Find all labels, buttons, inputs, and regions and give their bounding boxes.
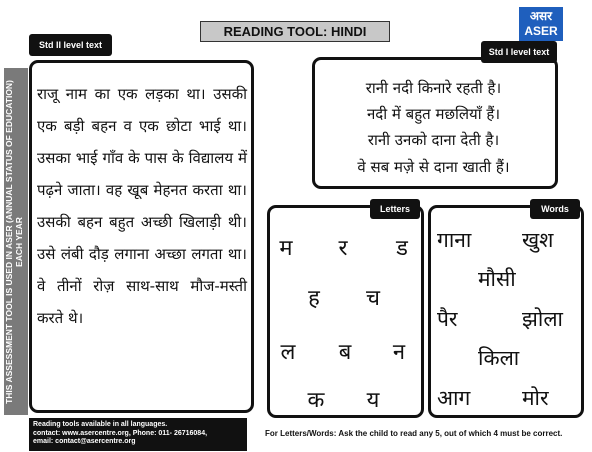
words-tag: Words — [530, 199, 580, 219]
side-banner-text: THIS ASSESSMENT TOOL IS USED IN ASER (ANNUAL STATUS OF EDUCATION) EACH YEAR — [4, 80, 24, 404]
letter-item: ह — [308, 286, 320, 311]
footer-line-3: email: contact@asercentre.org — [33, 438, 136, 445]
word-item: मोर — [522, 386, 549, 410]
word-item: किला — [478, 346, 520, 370]
letter-item: न — [392, 340, 406, 365]
word-item: गाना — [437, 228, 472, 252]
letter-item: च — [366, 286, 380, 311]
footer-line-2: contact: www.asercentre.org, Phone: 011- 26716084, — [33, 429, 208, 437]
contact-footer — [29, 418, 247, 451]
aser-logo: असर ASER — [519, 7, 563, 41]
page-title: READING TOOL: HINDI — [200, 21, 390, 42]
word-item: खुश — [522, 228, 554, 252]
std1-tag: Std I level text — [481, 41, 557, 63]
word-item: पैर — [437, 307, 458, 331]
word-item: आग — [437, 386, 471, 410]
std1-line-3: रानी उनको दाना देती है। — [367, 131, 500, 149]
std2-paragraph: राजू नाम का एक लड़का था। उसकी एक बड़ी बहन व एक छोटा भाई था। उसका भाई गाँव के पास के विद्यालय में पढ़ने जाता। वह खूब मेहनत करता था। उसकी बहन बहुत अच्छी खिलाड़ी थी। उसे लंबी दौड़ लगाना अच्छा लगता था। वे तीनों रोज़ साथ-साथ मौज-मस्ती करते थे। — [37, 85, 247, 327]
std2-tag: Std II level text — [29, 34, 112, 56]
letters-tag: Letters — [370, 199, 420, 219]
std1-line-4: वे सब मज़े से दाना खाती हैं। — [357, 158, 510, 176]
footer-line-1: Reading tools available in all languages. — [33, 421, 168, 428]
std1-line-1: रानी नदी किनारे रहती है। — [365, 79, 502, 97]
word-item: झोला — [522, 307, 563, 331]
std1-line-2: नदी में बहुत मछलियाँ हैं। — [366, 105, 501, 123]
letter-item: ड — [396, 236, 408, 261]
letter-item: म — [279, 236, 293, 261]
instruction-note: For Letters/Words: Ask the child to read any 5, out of which 4 must be correct. — [265, 429, 563, 438]
letter-item: य — [366, 388, 380, 413]
letter-item: क — [307, 388, 325, 413]
letter-item: ल — [280, 340, 296, 365]
word-item: मौसी — [478, 267, 516, 291]
letter-item: ब — [338, 340, 352, 365]
letter-item: र — [338, 236, 348, 261]
